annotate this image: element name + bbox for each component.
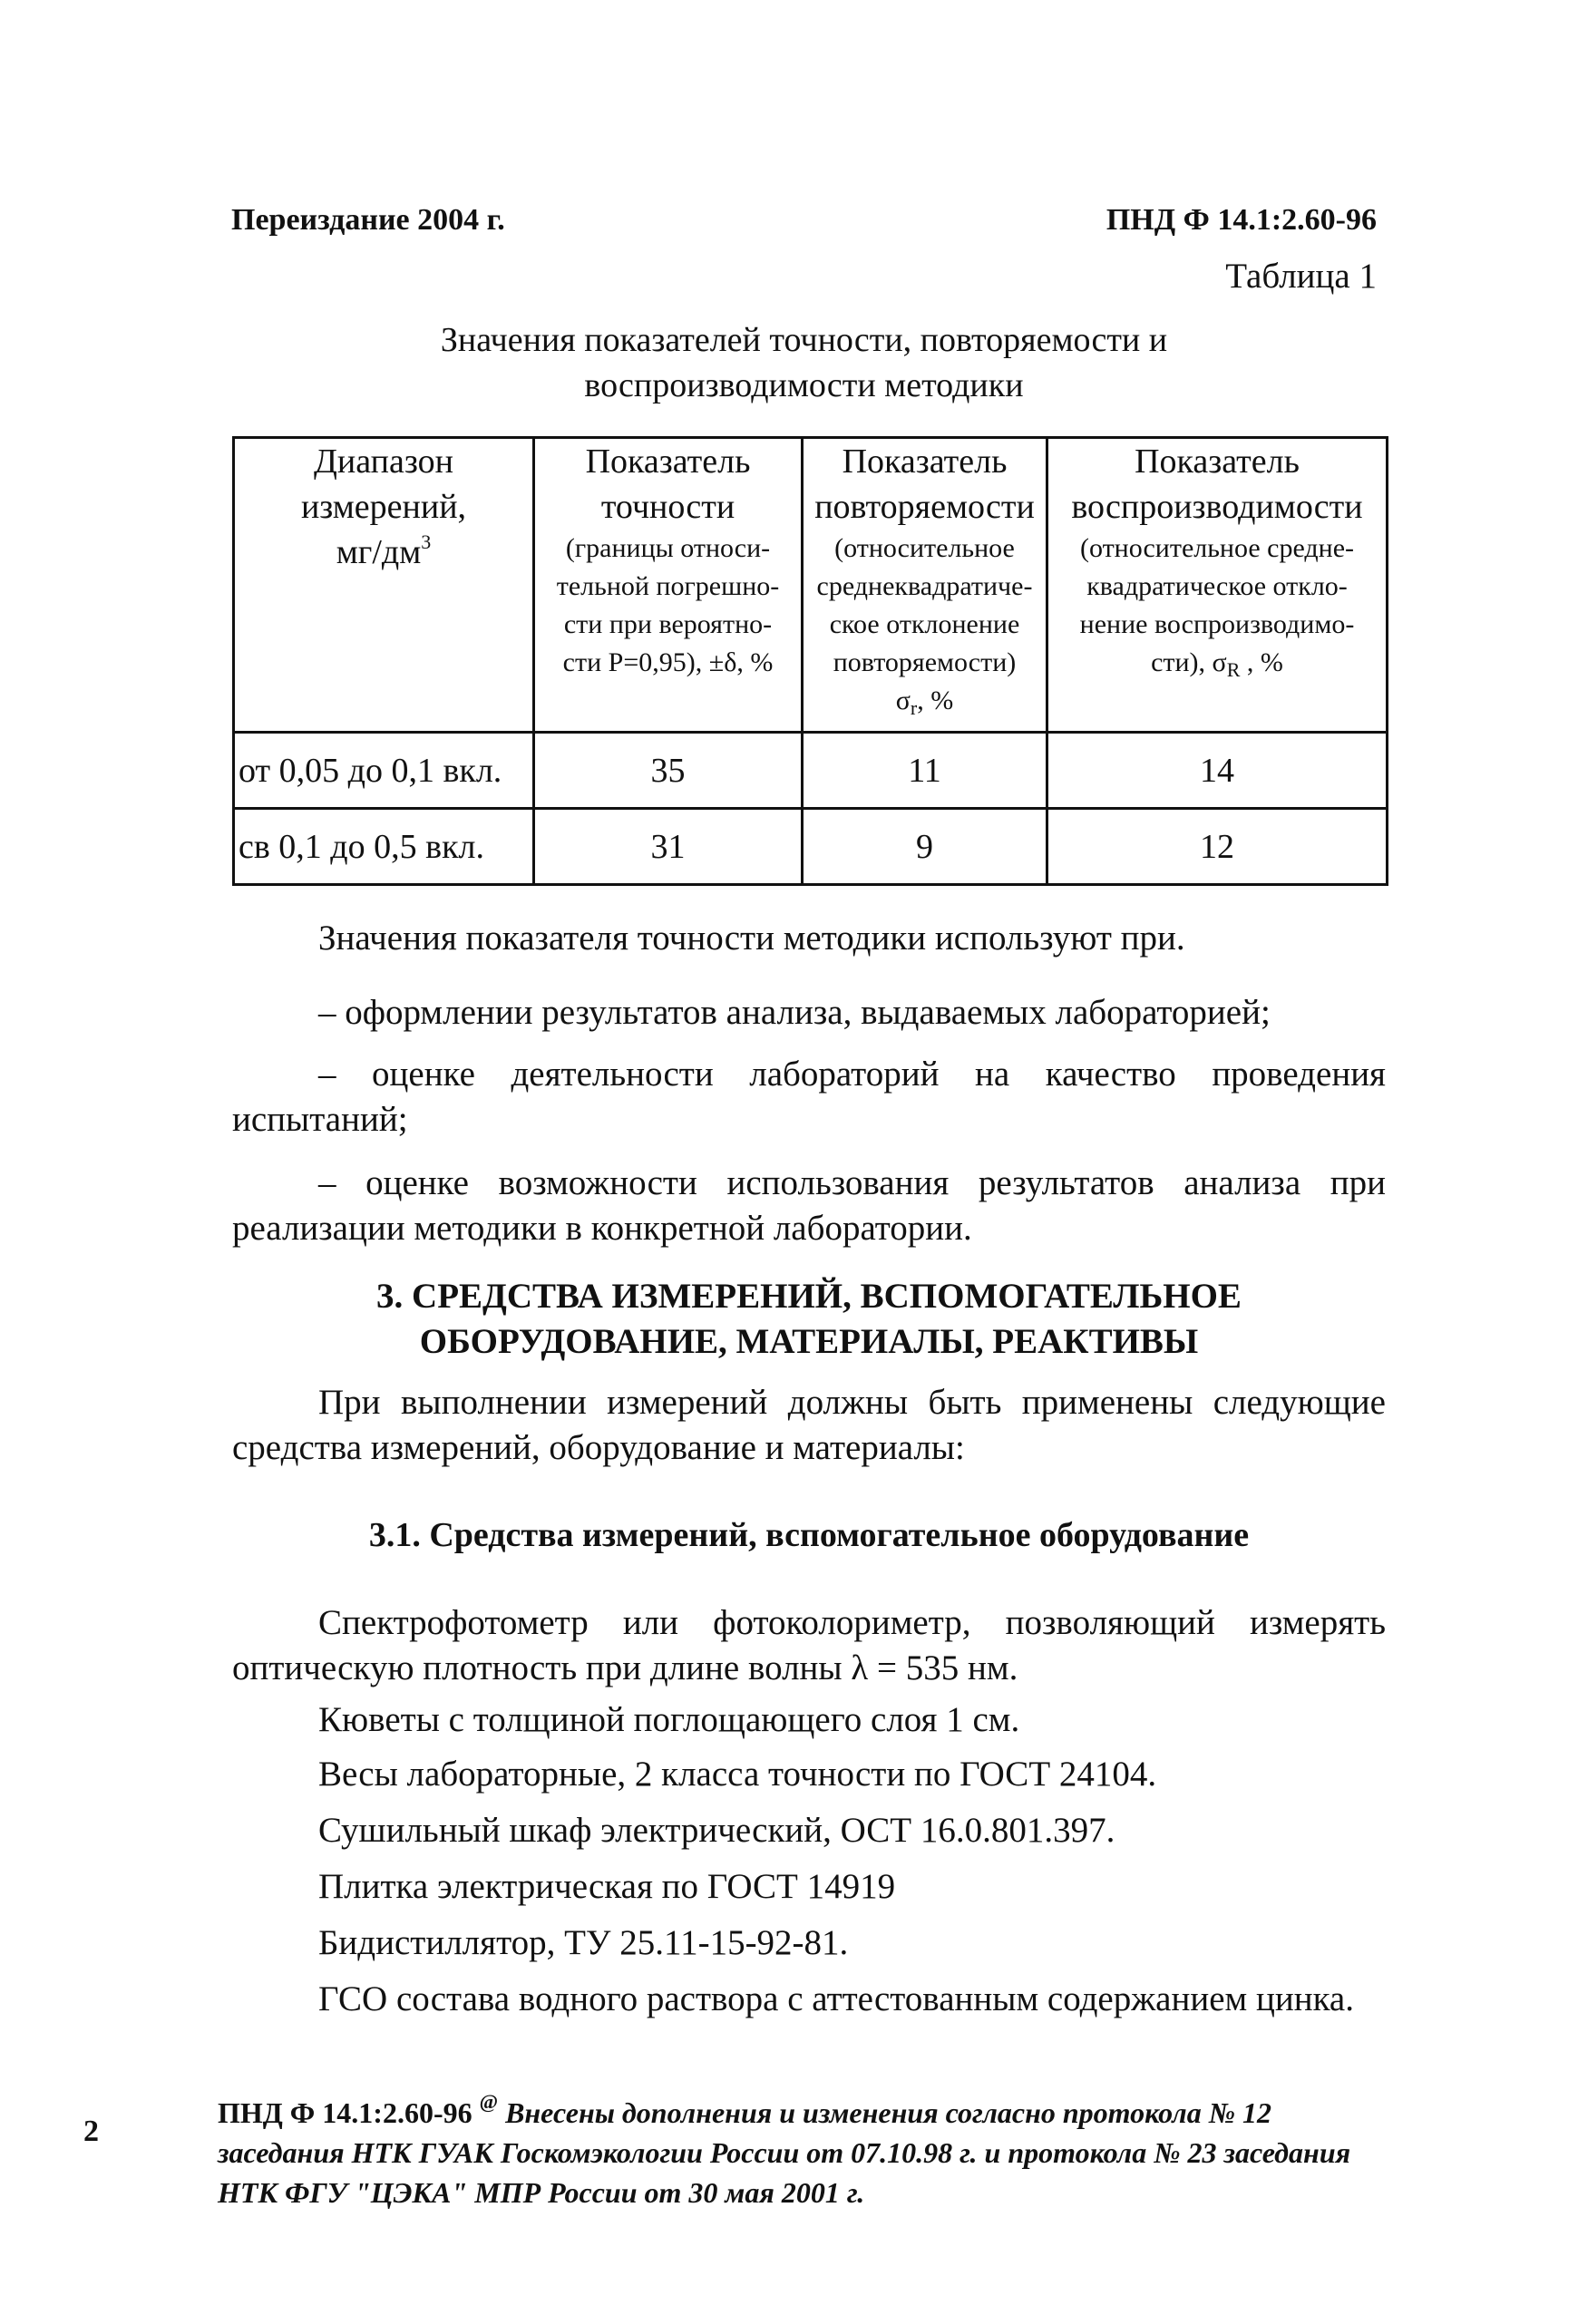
equipment-item: ГСО состава водного раствора с аттестованным содержанием цинка. bbox=[318, 1979, 1354, 2018]
section-3-intro: При выполнении измерений должны быть применены следующие средства измерений, оборудование и материалы: bbox=[232, 1383, 1386, 1467]
cell-repeatability: 11 bbox=[803, 733, 1047, 809]
table-label: Таблица 1 bbox=[1225, 257, 1377, 296]
cell-reproducibility: 14 bbox=[1047, 733, 1388, 809]
header-edition: Переиздание 2004 г. bbox=[231, 203, 505, 237]
footnote-text: Внесены дополнения и изменения согласно протокола № 12 заседания НТК ГУАК Госкомэкологии России от 07.10.98 г. и протокола № 23 заседания НТК ФГУ "ЦЭКА" МПР России от 30 мая 2001 г. bbox=[218, 2096, 1351, 2209]
usage-item: – оформлении результатов анализа, выдаваемых лабораторией; bbox=[318, 993, 1271, 1032]
header-repeatability: Показатель повторяемости (относительное среднеквадратиче- ское отклонение повторяемости) $\sigma_r$, % bbox=[803, 438, 1047, 733]
header-doc-code: ПНД Ф 14.1:2.60-96 bbox=[1106, 203, 1377, 237]
cell-accuracy: 35 bbox=[534, 733, 803, 809]
table-caption-line2: воспроизводимости методики bbox=[584, 366, 1024, 404]
cell-range: св 0,1 до 0,5 вкл. bbox=[234, 809, 534, 885]
equipment-item: Сушильный шкаф электрический, ОСТ 16.0.801.397. bbox=[318, 1811, 1115, 1850]
table-header-row bbox=[234, 438, 1388, 733]
table-row bbox=[234, 733, 1388, 809]
cell-reproducibility: 12 bbox=[1047, 809, 1388, 885]
cell-range: от 0,05 до 0,1 вкл. bbox=[234, 733, 534, 809]
table-row bbox=[234, 809, 1388, 885]
section-3-1-title: 3.1. Средства измерений, вспомогательное оборудование bbox=[368, 1516, 1250, 1554]
equipment-item: Плитка электрическая по ГОСТ 14919 bbox=[318, 1867, 896, 1906]
usage-item: – оценке возможности использования результатов анализа при реализации методики в конкретной лаборатории. bbox=[232, 1163, 1386, 1248]
equipment-item: Кюветы с толщиной поглощающего слоя 1 см. bbox=[318, 1700, 1020, 1739]
equipment-item: Бидистиллятор, ТУ 25.11-15-92-81. bbox=[318, 1923, 849, 1962]
header-range: Диапазон измерений, $мг/дм^3$ bbox=[234, 438, 534, 733]
header-reproducibility: Показатель воспроизводимости (относительное средне- квадратическое откло- нение воспроизводимо- сти), $\sigma_R$ , % bbox=[1047, 438, 1388, 733]
usage-item: – оценке деятельности лабораторий на качество проведения испытаний; bbox=[232, 1055, 1386, 1139]
footnote bbox=[218, 2090, 1388, 2212]
table-caption bbox=[231, 317, 1377, 408]
section-3-title: 3. СРЕДСТВА ИЗМЕРЕНИЙ, ВСПОМОГАТЕЛЬНОЕ ОБОРУДОВАНИЕ, МАТЕРИАЛЫ, РЕАКТИВЫ bbox=[376, 1277, 1242, 1361]
footnote-mark: @ bbox=[479, 2090, 499, 2113]
header-accuracy: Показатель точности (границы относи- тельной погрешно- сти при вероятно- сти P=0,95), ±δ, % bbox=[534, 438, 803, 733]
table-caption-line1: Значения показателей точности, повторяемости и bbox=[440, 321, 1168, 359]
equipment-item: Весы лабораторные, 2 класса точности по ГОСТ 24104. bbox=[318, 1755, 1157, 1794]
footnote-code: ПНД Ф 14.1:2.60-96 bbox=[218, 2096, 472, 2129]
accuracy-table bbox=[232, 436, 1388, 886]
equipment-item: Спектрофотометр или фотоколориметр, позволяющий измерять оптическую плотность при длине волны λ = 535 нм. bbox=[232, 1603, 1386, 1687]
usage-intro: Значения показателя точности методики используют при. bbox=[318, 919, 1185, 958]
cell-repeatability: 9 bbox=[803, 809, 1047, 885]
cell-accuracy: 31 bbox=[534, 809, 803, 885]
page-number: 2 bbox=[83, 2115, 99, 2148]
